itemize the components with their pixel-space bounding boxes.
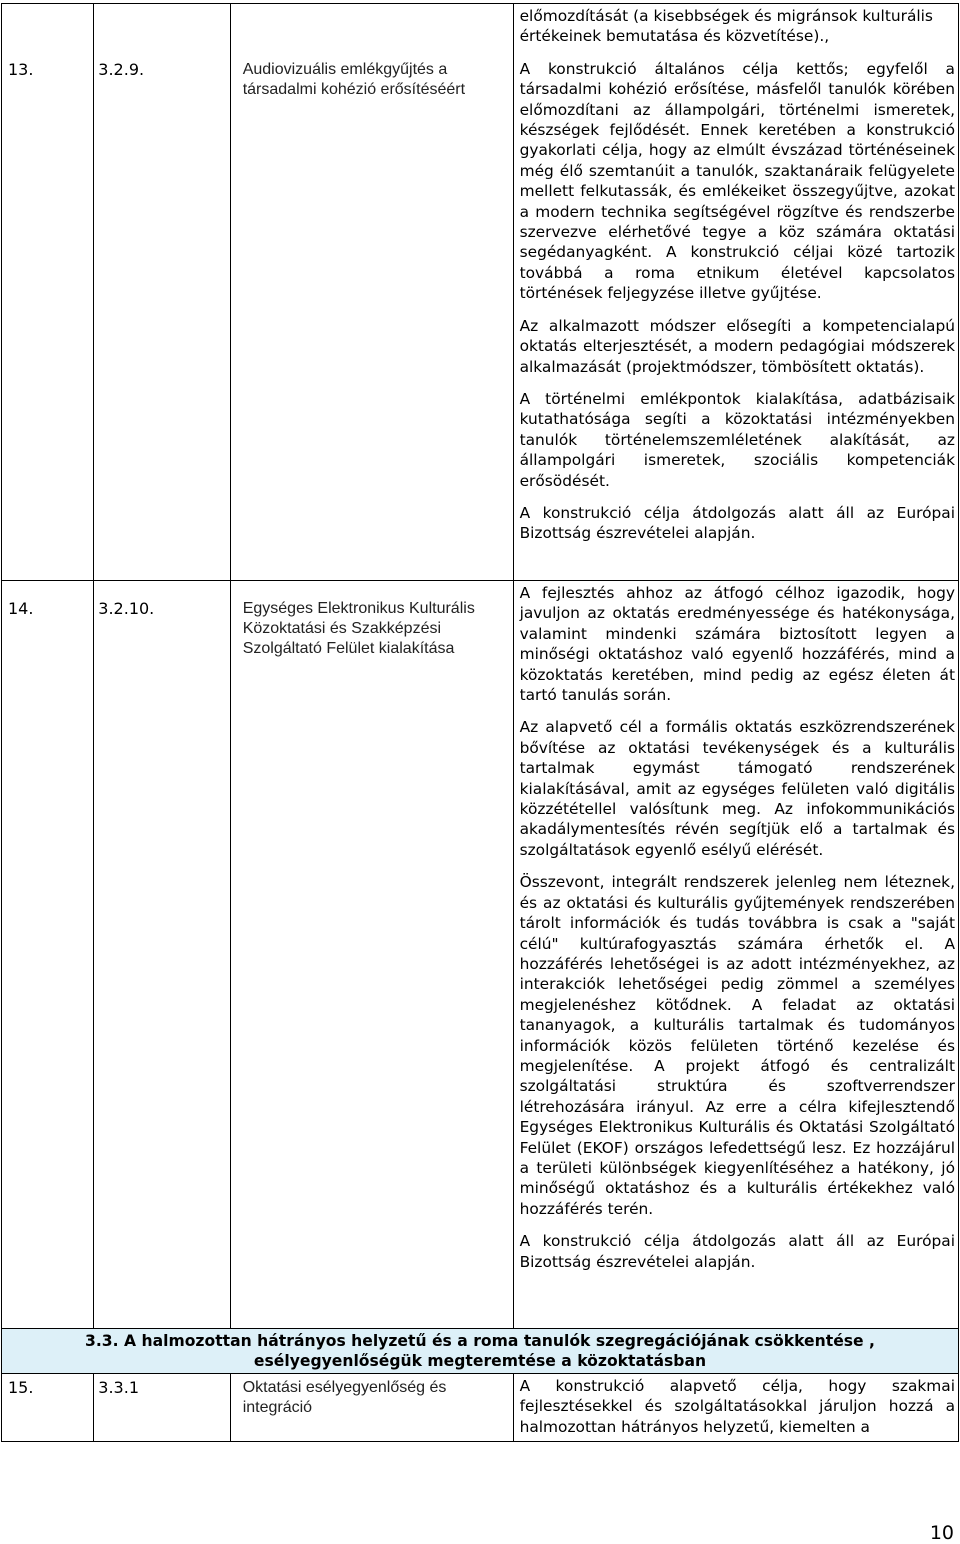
section-heading-line: esélyegyenlőségük megteremtése a közoktatásban <box>253 1352 707 1370</box>
description-lead: előmozdítását (a kisebbségek és migránsok kulturális értékeinek bemutatása és közvetítése)., <box>519 7 933 46</box>
section-heading-row <box>2 1329 959 1374</box>
description-paragraph: A konstrukció alapvető célja, hogy szakmai fejlesztésekkel és szolgáltatásokkal járuljon hozzá a halmozottan hátrányos helyzetű, kiemelten a <box>519 1377 955 1436</box>
row-code: 3.2.9. <box>94 4 230 581</box>
row-number: 15. <box>2 1374 94 1442</box>
description-paragraph: A történelmi emlékpontok kialakítása, adatbázisaik kutathatósága segíti a közoktatási intézményekben tanulók történelemszemléletének alakítását, az állampolgári ismeretek, szociális kompetenciák erősödését. <box>519 389 955 490</box>
description-paragraph: A konstrukció általános célja kettős; egyfelől a társadalmi kohézió erősítése, másfelől tanulók körében előmozdítani az állampolgári, történelmi ismeretek, készségek fejlődését. Ennek keretében a konstrukció gyakorlati célja, hogy az elmúlt évszázad történéseinek még élő szemtanúit a tanulók, szaktanáraik felügyelete mellett felkutassák, és emlékeiket összegyűjtve, azokat a modern technika segítségével rögzítve és rendszerbe szervezve elérhetővé tegye a köz számára oktatási segédanyagként. A konstrukció céljai közé tartozik továbbá a roma etnikum életével kapcsolatos történések feljegyzése illetve gyűjtése. <box>519 59 955 303</box>
row-description <box>513 4 958 581</box>
row-code: 3.3.1 <box>94 1374 230 1442</box>
row-description <box>513 581 958 1329</box>
section-heading-line: 3.3. A halmozottan hátrányos helyzetű és a roma tanulók szegregációjának csökkentése , <box>85 1332 875 1350</box>
row-description <box>513 1374 958 1442</box>
row-title: Oktatási esélyegyenlőség és integráció <box>230 1374 513 1442</box>
section-heading <box>2 1329 959 1374</box>
description-note: A konstrukció célja átdolgozás alatt áll az Európai Bizottság észrevételei alapján. <box>519 1232 955 1271</box>
row-title: Egységes Elektronikus Kulturális Közoktatási és Szakképzési Szolgáltató Felület kialakítása <box>230 581 513 1329</box>
description-note: A konstrukció célja átdolgozás alatt áll az Európai Bizottság észrevételei alapján. <box>519 503 955 543</box>
project-table <box>1 3 959 1442</box>
description-paragraph: Összevont, integrált rendszerek jelenleg nem léteznek, és az oktatási és kulturális gyűjtemények rendszerében tárolt információk és tudás továbbra is csak a "saját célú" kultúrafogyasztás számára érhetők el. A hozzáférés lehetőségei is az adott intézményekhez, az interakciók lehetőségei pedig zömmel a személyes megjelenéshez kötődnek. A feladat az oktatási tananyagok, a kulturális tartalmak és tudományos információk közös felületen történő kezelése és megjelenítése. A projekt átfogó és centralizált szolgáltatási struktúra és szoftverrendszer létrehozására irányul. Az erre a célra kifejlesztendő Egységes Elektronikus Kulturális és Oktatási Szolgáltató Felület (EKOF) országos lefedettségű lesz. Ez hozzájárul a területi különbségek kiegyenlítéséhez a hatékony, jó minőségű oktatáshoz és a kulturális értékekhez való hozzáférés terén. <box>519 873 955 1218</box>
description-paragraph: A fejlesztés ahhoz az átfogó célhoz igazodik, hogy javuljon az oktatás eredményessége és hatékonysága, valamint mindenki számára biztosított legyen a minőségi oktatáshoz való egyenlő hozzáférés, mind a közoktatás keretében, mind pedig az egész életen át tartó tanulás során. <box>519 584 955 705</box>
row-number: 14. <box>2 581 94 1329</box>
row-title: Audiovizuális emlékgyűjtés a társadalmi kohézió erősítéséért <box>230 4 513 581</box>
description-paragraph: Az alkalmazott módszer elősegíti a kompetencialapú oktatás elterjesztését, a modern pedagógiai módszerek alkalmazását (projektmódszer, tömbösített oktatás). <box>519 316 955 376</box>
description-paragraph: Az alapvető cél a formális oktatás eszközrendszerének bővítése az oktatási tevékenységek és a kulturális tartalmak egymást támogató rendszerének kialakításával, amit az egységes felületen való digitális közzététellel valósítunk meg. Az infokommunikációs akadálymentesítés révén segítjük elő a tartalmak és szolgáltatások egyenlő esélyű elérését. <box>519 718 955 859</box>
table-row <box>2 1374 959 1442</box>
table-row <box>2 4 959 581</box>
row-code: 3.2.10. <box>94 581 230 1329</box>
row-number: 13. <box>2 4 94 581</box>
table-row <box>2 581 959 1329</box>
page-number: 10 <box>929 1522 954 1544</box>
